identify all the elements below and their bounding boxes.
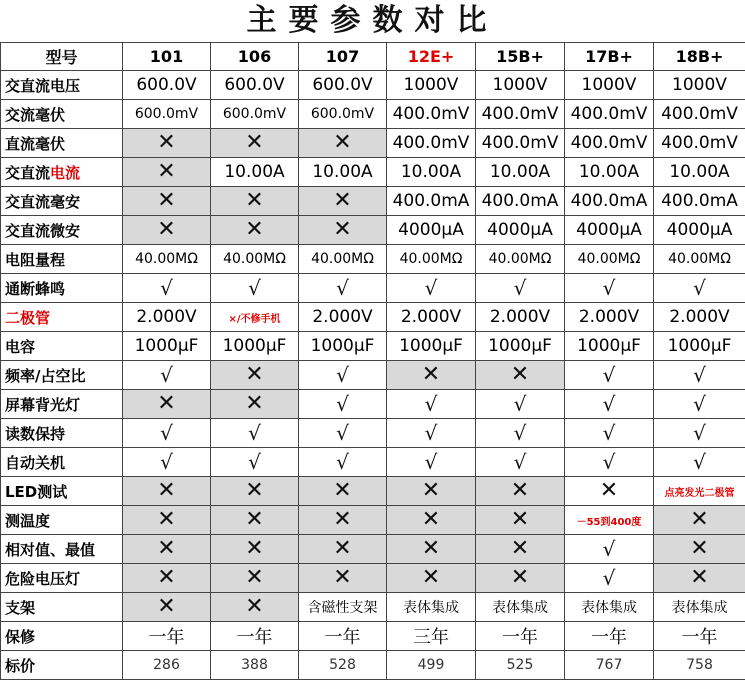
row-label: LED测试 [1,477,123,506]
spec-cell: 600.0mV [123,100,211,129]
spec-cell: 400.0mV [476,129,565,158]
spec-cell: 1000μF [387,332,476,361]
spec-cell: 一年 [123,622,211,651]
spec-cell: 528 [299,651,387,680]
row-label: 读数保持 [1,419,123,448]
spec-cell: 600.0V [299,71,387,100]
spec-cell: 1000V [387,71,476,100]
spec-cell: √ [565,448,654,477]
row-label: 标价 [1,651,123,680]
spec-cell: 2.000V [565,303,654,332]
spec-cell: √ [476,419,565,448]
row-label: 二极管 [1,303,123,332]
spec-cell: ✕ [299,187,387,216]
spec-cell: ✕ [211,361,299,390]
spec-cell: 400.0mA [476,187,565,216]
header-model-106: 106 [211,43,299,71]
spec-cell: ✕ [211,187,299,216]
spec-cell: √ [387,390,476,419]
spec-cell: ✕ [211,535,299,564]
spec-cell: √ [123,274,211,303]
spec-cell: 1000μF [211,332,299,361]
spec-cell: ✕ [299,506,387,535]
spec-cell: ✕ [123,535,211,564]
header-model-18B+: 18B+ [654,43,745,71]
header-model-12E+: 12E+ [387,43,476,71]
spec-cell: 400.0mV [387,129,476,158]
spec-cell: √ [299,448,387,477]
header-model-15B+: 15B+ [476,43,565,71]
spec-cell: 2.000V [123,303,211,332]
row-label: 交直流毫安 [1,187,123,216]
table-row [1,274,745,303]
spec-cell: √ [476,448,565,477]
spec-cell: √ [299,274,387,303]
spec-cell: 40.00MΩ [476,245,565,274]
table-row [1,216,745,245]
spec-cell: 点亮发光二极管 [654,477,745,506]
table-row [1,651,745,680]
spec-cell: ✕ [123,506,211,535]
spec-cell: ✕ [654,506,745,535]
spec-cell: 10.00A [387,158,476,187]
spec-cell: √ [123,419,211,448]
table-row [1,564,745,593]
spec-cell: 一年 [476,622,565,651]
spec-cell: ✕ [299,564,387,593]
spec-cell: ✕ [476,506,565,535]
spec-cell: 1000μF [565,332,654,361]
spec-cell: ✕ [476,535,565,564]
spec-cell: ✕ [211,129,299,158]
table-row [1,535,745,564]
spec-cell: 一年 [299,622,387,651]
spec-cell: 表体集成 [565,593,654,622]
header-model-label: 型号 [1,43,123,71]
spec-cell: 758 [654,651,745,680]
spec-cell: 40.00MΩ [654,245,745,274]
spec-cell: 600.0mV [211,100,299,129]
table-row [1,332,745,361]
spec-cell: 10.00A [654,158,745,187]
spec-cell: 388 [211,651,299,680]
spec-cell: 表体集成 [387,593,476,622]
spec-cell: ✕ [476,477,565,506]
spec-cell: ✕ [211,564,299,593]
spec-cell: ✕ [387,564,476,593]
page-title: 主要参数对比 [246,3,499,38]
spec-cell: ✕ [123,564,211,593]
spec-cell: 表体集成 [476,593,565,622]
row-label: 自动关机 [1,448,123,477]
spec-cell: ✕ [123,187,211,216]
spec-cell: √ [654,448,745,477]
spec-cell: √ [211,274,299,303]
spec-cell: ✕ [654,535,745,564]
spec-cell: 400.0mV [387,100,476,129]
spec-cell: √ [565,361,654,390]
spec-cell: √ [299,419,387,448]
spec-cell: ✕ [123,477,211,506]
spec-cell: ✕ [476,361,565,390]
spec-cell: √ [211,448,299,477]
header-model-17B+: 17B+ [565,43,654,71]
row-label: 交直流电压 [1,71,123,100]
spec-cell: √ [565,274,654,303]
spec-cell: 40.00MΩ [211,245,299,274]
spec-cell: ✕ [299,129,387,158]
spec-cell: √ [565,564,654,593]
spec-cell: 10.00A [476,158,565,187]
spec-cell: 1000V [565,71,654,100]
spec-cell: 10.00A [565,158,654,187]
spec-cell: √ [299,390,387,419]
spec-cell: ✕ [299,216,387,245]
spec-cell: 1000μF [654,332,745,361]
spec-cell: 1000μF [299,332,387,361]
spec-cell: √ [387,419,476,448]
table-row [1,245,745,274]
spec-cell: √ [565,419,654,448]
header-model-101: 101 [123,43,211,71]
spec-cell: 1000μF [123,332,211,361]
spec-cell: ✕ [299,477,387,506]
spec-cell: √ [476,390,565,419]
spec-cell: √ [299,361,387,390]
spec-cell: ✕ [654,564,745,593]
spec-cell: 40.00MΩ [565,245,654,274]
spec-cell: √ [387,274,476,303]
spec-cell: 1000V [476,71,565,100]
spec-cell: √ [387,448,476,477]
row-label: 危险电压灯 [1,564,123,593]
spec-cell: ✕ [211,593,299,622]
row-label: 相对值、最值 [1,535,123,564]
table-row [1,71,745,100]
row-label: 支架 [1,593,123,622]
spec-cell: 一年 [654,622,745,651]
spec-cell: 286 [123,651,211,680]
row-label: 保修 [1,622,123,651]
spec-cell: ✕ [123,593,211,622]
spec-cell: 1000V [654,71,745,100]
table-row [1,187,745,216]
spec-cell: 40.00MΩ [123,245,211,274]
spec-cell: √ [654,390,745,419]
table-row [1,448,745,477]
spec-cell: √ [654,274,745,303]
table-row [1,303,745,332]
spec-cell: ✕ [123,216,211,245]
table-row [1,506,745,535]
table-row [1,477,745,506]
spec-cell: 10.00A [299,158,387,187]
spec-cell: 4000μA [565,216,654,245]
header-model-107: 107 [299,43,387,71]
row-label: 电阻量程 [1,245,123,274]
spec-cell: 400.0mV [654,129,745,158]
row-label: 直流毫伏 [1,129,123,158]
spec-cell: √ [654,419,745,448]
spec-cell: ✕ [123,129,211,158]
spec-cell: 400.0mA [654,187,745,216]
spec-cell: √ [123,361,211,390]
spec-cell: ✕ [211,506,299,535]
spec-cell: 767 [565,651,654,680]
spec-cell: √ [123,448,211,477]
table-row [1,390,745,419]
spec-cell: ✕ [299,535,387,564]
table-row [1,158,745,187]
spec-cell: －55到400度 [565,506,654,535]
spec-cell: 400.0mV [476,100,565,129]
row-label: 电容 [1,332,123,361]
row-label: 通断蜂鸣 [1,274,123,303]
spec-cell: 40.00MΩ [387,245,476,274]
row-label: 屏幕背光灯 [1,390,123,419]
spec-cell: 400.0mV [654,100,745,129]
row-label: 测温度 [1,506,123,535]
spec-cell: ✕ [211,477,299,506]
spec-cell: 2.000V [476,303,565,332]
table-row [1,100,745,129]
table-header-row [1,43,745,71]
spec-cell: ✕ [123,158,211,187]
spec-cell: ✕ [123,390,211,419]
row-label: 交直流电流 [1,158,123,187]
spec-cell: 4000μA [476,216,565,245]
spec-cell: 400.0mA [387,187,476,216]
spec-cell: 400.0mA [565,187,654,216]
spec-cell: 499 [387,651,476,680]
spec-cell: 600.0V [123,71,211,100]
spec-cell: 4000μA [654,216,745,245]
spec-cell: ✕ [387,361,476,390]
spec-cell: 一年 [565,622,654,651]
row-label: 频率/占空比 [1,361,123,390]
spec-cell: ✕ [387,535,476,564]
spec-cell: 含磁性支架 [299,593,387,622]
spec-cell: √ [654,361,745,390]
spec-cell: ✕ [565,477,654,506]
spec-cell: 2.000V [654,303,745,332]
row-label: 交直流微安 [1,216,123,245]
table-row [1,129,745,158]
spec-cell: √ [565,535,654,564]
spec-cell: 2.000V [299,303,387,332]
spec-cell: 1000μF [476,332,565,361]
spec-table [0,42,745,680]
spec-cell: 400.0mV [565,100,654,129]
spec-cell: √ [211,419,299,448]
spec-cell: 三年 [387,622,476,651]
spec-cell: 一年 [211,622,299,651]
spec-cell: 600.0V [211,71,299,100]
spec-cell: 525 [476,651,565,680]
spec-cell: ✕ [476,564,565,593]
table-row [1,361,745,390]
spec-cell: ✕ [387,506,476,535]
spec-cell: 4000μA [387,216,476,245]
spec-cell: 600.0mV [299,100,387,129]
spec-cell: 10.00A [211,158,299,187]
spec-cell: ✕ [387,477,476,506]
spec-cell: √ [476,274,565,303]
table-row [1,419,745,448]
spec-cell: 2.000V [387,303,476,332]
spec-cell: ×/不修手机 [211,303,299,332]
spec-cell: √ [565,390,654,419]
spec-cell: 400.0mV [565,129,654,158]
row-label: 交流毫伏 [1,100,123,129]
spec-cell: 40.00MΩ [299,245,387,274]
spec-cell: ✕ [211,216,299,245]
table-row [1,593,745,622]
spec-cell: ✕ [211,390,299,419]
spec-cell: 表体集成 [654,593,745,622]
table-row [1,622,745,651]
